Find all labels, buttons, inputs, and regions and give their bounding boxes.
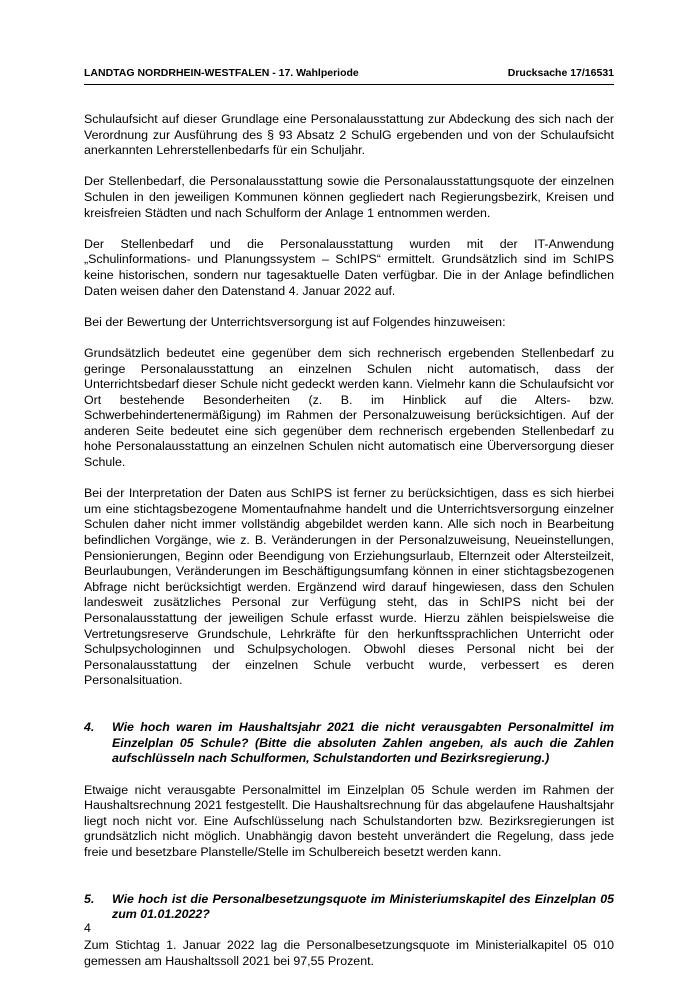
header-document-number: Drucksache 17/16531 <box>507 67 614 79</box>
header-divider <box>84 84 614 85</box>
question-4 <box>84 720 614 767</box>
page-number: 4 <box>84 921 91 935</box>
section-spacer <box>84 705 614 721</box>
paragraph-schips: Der Stellenbedarf und die Personalausstattung wurden mit der IT-Anwendung „Schulinformations- und Planungssystem – SchIPS“ ermittelt. Grundsätzlich sind im SchIPS keine historischen, sondern nur tagesaktuelle Daten verfügbar. Die in der Anlage befindlichen Daten weisen daher den Datenstand 4. Januar 2022 auf. <box>84 236 614 298</box>
page-header <box>84 66 614 80</box>
paragraph-schulaufsicht: Schulaufsicht auf dieser Grundlage eine Personalausstattung zur Abdeckung des sich nach der Verordnung zur Ausführung des § 93 Absatz 2 SchulG ergebenden und von der Schulaufsicht anerkannten Lehrerstellenbedarfs für ein Schuljahr. <box>84 112 614 158</box>
question-5-text: Wie hoch ist die Personalbesetzungsquote im Ministeriumskapitel des Einzelplan 05 zum 01.01.2022? <box>112 891 614 922</box>
header-parliament-title: LANDTAG NORDRHEIN-WESTFALEN - 17. Wahlperiode <box>84 67 359 79</box>
question-4-text: Wie hoch waren im Haushaltsjahr 2021 die nicht verausgabten Personalmittel im Einzelplan 05 Schule? (Bitte die absoluten Zahlen angeben, als auch die Zahlen aufschlüsseln nach Schulformen, Schulstandorten und Bezirksregierung.) <box>112 720 614 766</box>
question-4-number: 4. <box>84 720 95 735</box>
question-5-number: 5. <box>84 891 95 906</box>
answer-4: Etwaige nicht verausgabte Personalmittel im Einzelplan 05 Schule werden im Rahmen der Haushaltsrechnung 2021 festgestellt. Die Haushaltsrechnung für das abgelaufene Haushaltsjahr liegt noch nicht vor. Eine Aufschlüsselung nach Schulstandorten bzw. Bezirksregierungen ist grundsätzlich nicht möglich. Unabhängig davon besteht unverändert die Regelung, dass jede freie und besetzbare Planstelle/Stelle im Schulbereich besetzt werden kann. <box>84 782 614 859</box>
paragraph-stellenbedarf: Der Stellenbedarf, die Personalausstattung sowie die Personalausstattungsquote der einzelnen Schulen in den jeweiligen Kommunen können gegliedert nach Regierungsbezirk, Kreisen und kreisfreien Städten und nach Schulform der Anlage 1 entnommen werden. <box>84 174 614 220</box>
document-body <box>84 112 614 985</box>
question-5 <box>84 892 614 923</box>
paragraph-bewertung-intro: Bei der Bewertung der Unterrichtsversorgung ist auf Folgendes hinzuweisen: <box>84 314 506 329</box>
paragraph-grundsaetzlich: Grundsätzlich bedeutet eine gegenüber dem sich rechnerisch ergebenden Stellenbedarf zu geringe Personalausstattung an einzelnen Schulen nicht automatisch, dass der Unterrichtsbedarf dieser Schule nicht gedeckt werden kann. Vielmehr kann die Schulaufsicht vor Ort bestehende Besonderheiten (z. B. im Hinblick auf die Alters- bzw. Schwerbehindertenermäßigung) im Rahmen der Personalzuweisung berücksichtigen. Auf der anderen Seite bedeutet eine sich gegenüber dem rechnerisch ergebenden Stellenbedarf zu hohe Personalausstattung an einzelnen Schulen nicht automatisch eine Überversorgung dieser Schule. <box>84 345 614 470</box>
section-spacer <box>84 876 614 892</box>
paragraph-interpretation: Bei der Interpretation der Daten aus SchIPS ist ferner zu berücksichtigen, dass es sich hierbei um eine stichtagsbezogene Momentaufnahme handelt und die Unterrichtsversorgung einzelner Schulen daher nicht immer vollständig abgebildet werden kann. Alle sich noch in Bearbeitung befindlichen Vorgänge, wie z. B. Veränderungen in der Personalzuweisung, Neueinstellungen, Pensionierungen, Beginn oder Beendigung von Erziehungsurlaub, Elternzeit oder Altersteilzeit, Beurlaubungen, Veränderungen im Beschäftigungsumfang können in einer stichtagsbezogenen Abfrage nicht berücksichtigt werden. Ergänzend wird darauf hingewiesen, dass den Schulen landesweit zusätzliches Personal zur Verfügung steht, das in SchIPS nicht bei der Personalausstattung der jeweiligen Schule erfasst wurde. Hierzu zählen beispielsweise die Vertretungsreserve Grundschule, Lehrkräfte für den herkunftssprachlichen Unterricht oder Schulpsychologinnen und Schulpsychologen. Obwohl dieses Personal nicht bei der Personalausstattung der einzelnen Schule verbucht wurde, verbessert es deren Personalsituation. <box>84 486 614 688</box>
answer-5: Zum Stichtag 1. Januar 2022 lag die Personalbesetzungsquote im Ministerialkapitel 05 010 gemessen am Haushaltssoll 2021 bei 97,55 Prozent. <box>84 938 614 969</box>
